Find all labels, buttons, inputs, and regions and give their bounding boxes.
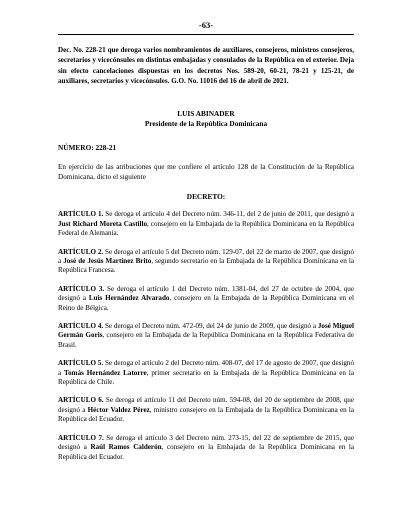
article-text: , ministro consejero en la Embajada de la República Dominicana en la República del Ecuador. (58, 405, 354, 424)
article-text: , consejero en la Embajada de la República Dominicana en el Reino de Bélgica. (58, 294, 354, 312)
signer-title: Presidente de la República Dominicana (144, 118, 268, 128)
decreto-heading: DECRETO: (186, 192, 226, 202)
article-paragraph (58, 359, 354, 387)
article-text: , segundo secretario en la Embajada de la República Dominicana en la República Francesa. (58, 257, 354, 275)
article-label: ARTÍCULO 2. (58, 247, 104, 256)
article-label: ARTÍCULO 3. (58, 284, 105, 293)
signer-block (58, 109, 354, 128)
appointee-name: José de Jesús Martínez Brito (63, 257, 152, 265)
article-paragraph (58, 248, 354, 276)
signer-name: LUIS ABINADER (177, 109, 235, 119)
article-text: Se deroga el Decreto núm. 472-09, del 24 de junio de 2009, que designó a (103, 322, 318, 331)
article-paragraph (58, 322, 354, 350)
appointee-name: José Miguel Germán Goris (58, 322, 354, 340)
article-label: ARTÍCULO 7. (58, 433, 104, 442)
article-text: , consejero en la Embajada de la República Dominicana en la República del Ecuador. (58, 443, 355, 461)
appointee-name: Just Richard Moreta Castillo (58, 219, 148, 228)
decree-summary: Dec. No. 228-21 que deroga varios nombramientos de auxiliares, consejeros, ministros consejeros, secretarios y vicecónsules en distintas embajadas y consulados de la República en el exterior. Deja sin efecto cancelaciones dispuestas en los decretos Nos. 589-20, 60-21, 78-21 y 125-21, de auxiliares, secretarios y vicecónsules. G.O. No. 11016 del 16 de abril de 2021. (58, 46, 354, 85)
article-text: Se deroga el artículo 4 del Decreto núm. 346-11, del 2 de junio de 2011, que designó a (103, 210, 354, 219)
article-text: , consejero en la Embajada de la República Dominicana en la República Federativa de Brasil. (58, 331, 354, 349)
article-paragraph (58, 434, 354, 462)
appointee-name: Luis Hernández Alvarado (88, 294, 170, 303)
article-list (58, 210, 354, 462)
article-text: Se deroga el artículo 3 del Decreto núm. 273-15, del 22 de septiembre de 2015, que designó a (58, 433, 354, 452)
article-label: ARTÍCULO 4. (58, 322, 104, 331)
article-label: ARTÍCULO 6. (58, 396, 104, 405)
header-rule (58, 34, 354, 35)
article-text: Se deroga el artículo 5 del Decreto núm. 129-07, del 22 de marzo de 2007, que designó a (58, 247, 355, 265)
article-label: ARTÍCULO 5. (58, 359, 104, 368)
article-label: ARTÍCULO 1. (58, 210, 104, 219)
decree-number: NÚMERO: 228-21 (58, 143, 117, 153)
article-text: Se deroga el artículo 11 del Decreto núm. 594-08, del 20 de septiembre de 2008, que designó a (58, 396, 355, 414)
article-text: Se deroga el artículo 1 del Decreto núm. 1381-04, del 27 de octubre de 2004, que designó a (58, 284, 354, 303)
article-text: , consejero en la Embajada de la República Dominicana en la República Federal de Alemania. (58, 219, 354, 238)
article-paragraph (58, 210, 354, 238)
article-text: Se deroga el artículo 2 del Decreto núm. 408-07, del 17 de agosto de 2007, que designó a (58, 359, 355, 377)
appointee-name: Raúl Ramos Calderón (90, 443, 162, 452)
appointee-name: Héctor Valdez Pérez (87, 405, 150, 414)
article-paragraph (58, 396, 354, 424)
appointee-name: Tomás Hernández Latorre (64, 368, 147, 377)
intro-paragraph: En ejercicio de las atribuciones que me confiere el artículo 128 de la Constitución de la República Dominicana, dicto el siguiente (58, 163, 354, 181)
article-paragraph (58, 285, 354, 313)
article-text: , primer secretario en la Embajada de la República Dominicana en la República de Chile. (58, 368, 354, 387)
page-number: -63- (198, 20, 214, 30)
